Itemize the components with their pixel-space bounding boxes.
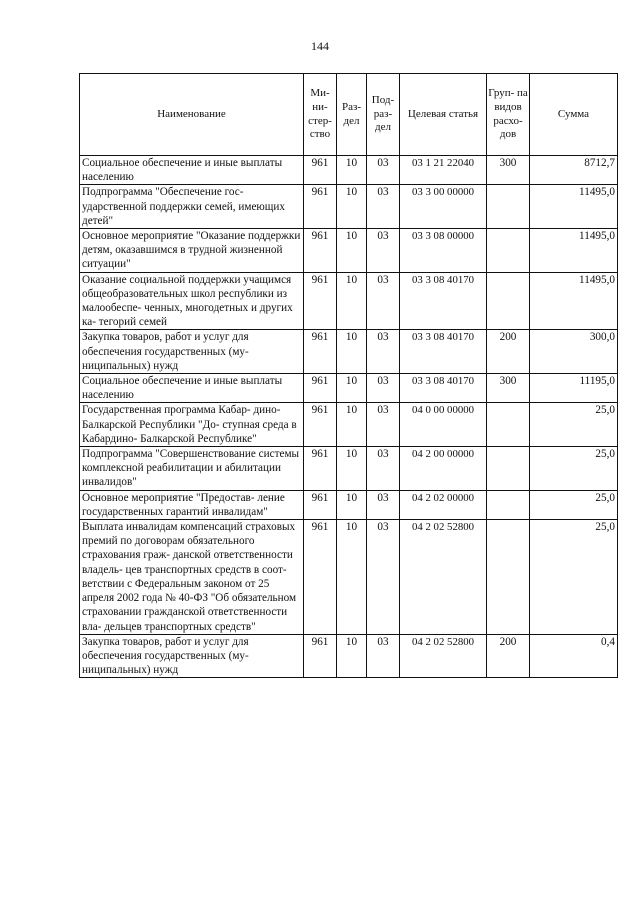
row-group [487, 403, 530, 447]
table-row [80, 520, 618, 635]
row-target: 04 2 02 00000 [400, 490, 487, 519]
row-name: Закупка товаров, работ и услуг для обеспечения государственных (му- ниципальных) нужд [80, 634, 304, 678]
row-subsection: 03 [367, 185, 400, 229]
table-row [80, 156, 618, 185]
row-sum: 300,0 [530, 330, 618, 374]
row-sum: 25,0 [530, 447, 618, 491]
header-name: Наименование [80, 74, 304, 156]
row-subsection: 03 [367, 156, 400, 185]
row-subsection: 03 [367, 447, 400, 491]
row-target: 03 3 08 40170 [400, 272, 487, 330]
table-row [80, 490, 618, 519]
budget-table [79, 73, 618, 678]
row-group [487, 185, 530, 229]
header-row [80, 74, 618, 156]
row-group: 300 [487, 156, 530, 185]
row-group [487, 229, 530, 273]
row-sum: 8712,7 [530, 156, 618, 185]
row-ministry: 961 [304, 272, 337, 330]
row-ministry: 961 [304, 330, 337, 374]
row-group: 200 [487, 330, 530, 374]
row-ministry: 961 [304, 185, 337, 229]
table-row [80, 272, 618, 330]
header-group: Груп- па видов расхо- дов [487, 74, 530, 156]
row-subsection: 03 [367, 330, 400, 374]
row-sum: 25,0 [530, 520, 618, 635]
row-name: Основное мероприятие "Предостав- ление государственных гарантий инвалидам" [80, 490, 304, 519]
row-group [487, 520, 530, 635]
row-subsection: 03 [367, 374, 400, 403]
row-sum: 11495,0 [530, 229, 618, 273]
header-target: Целевая статья [400, 74, 487, 156]
row-subsection: 03 [367, 272, 400, 330]
header-section: Раз- дел [337, 74, 367, 156]
table-row [80, 374, 618, 403]
row-target: 04 0 00 00000 [400, 403, 487, 447]
table-row [80, 330, 618, 374]
row-group: 300 [487, 374, 530, 403]
row-section: 10 [337, 330, 367, 374]
row-name: Социальное обеспечение и иные выплаты населению [80, 156, 304, 185]
row-name: Подпрограмма "Совершенствование системы комплексной реабилитации и абилитации инвалидов" [80, 447, 304, 491]
page-number: 144 [311, 39, 329, 53]
row-subsection: 03 [367, 520, 400, 635]
row-ministry: 961 [304, 490, 337, 519]
row-group [487, 272, 530, 330]
row-section: 10 [337, 520, 367, 635]
table-row [80, 447, 618, 491]
header-ministry: Ми- ни- стер- ство [304, 74, 337, 156]
row-group [487, 447, 530, 491]
row-ministry: 961 [304, 634, 337, 678]
row-target: 03 3 00 00000 [400, 185, 487, 229]
row-sum: 25,0 [530, 403, 618, 447]
row-section: 10 [337, 229, 367, 273]
row-target: 03 3 08 40170 [400, 374, 487, 403]
row-ministry: 961 [304, 229, 337, 273]
header-sum: Сумма [530, 74, 618, 156]
table-body [80, 156, 618, 678]
row-section: 10 [337, 447, 367, 491]
row-section: 10 [337, 374, 367, 403]
row-target: 04 2 02 52800 [400, 520, 487, 635]
row-name: Выплата инвалидам компенсаций страховых премий по договорам обязательного страхования граж- данской ответственности владель- цев транспортных средств в соот- ветствии с Федеральным законом от 25 апреля 2002 года № 40-ФЗ "Об обязательном страховании гражданской ответственности вла- дельцев транспортных средств" [80, 520, 304, 635]
row-target: 03 3 08 40170 [400, 330, 487, 374]
row-group: 200 [487, 634, 530, 678]
row-section: 10 [337, 272, 367, 330]
row-sum: 25,0 [530, 490, 618, 519]
row-section: 10 [337, 185, 367, 229]
row-name: Подпрограмма "Обеспечение гос- ударственной поддержки семей, имеющих детей" [80, 185, 304, 229]
row-target: 03 3 08 00000 [400, 229, 487, 273]
row-ministry: 961 [304, 403, 337, 447]
table-row [80, 403, 618, 447]
row-name: Государственная программа Кабар- дино-Балкарской Республики "До- ступная среда в Кабардино- Балкарской Республике" [80, 403, 304, 447]
row-section: 10 [337, 634, 367, 678]
row-target: 04 2 00 00000 [400, 447, 487, 491]
row-subsection: 03 [367, 403, 400, 447]
row-section: 10 [337, 403, 367, 447]
row-group [487, 490, 530, 519]
row-subsection: 03 [367, 490, 400, 519]
row-subsection: 03 [367, 634, 400, 678]
row-sum: 0,4 [530, 634, 618, 678]
row-name: Закупка товаров, работ и услуг для обеспечения государственных (му- ниципальных) нужд [80, 330, 304, 374]
row-sum: 11495,0 [530, 185, 618, 229]
row-name: Социальное обеспечение и иные выплаты населению [80, 374, 304, 403]
table-row [80, 185, 618, 229]
row-target: 04 2 02 52800 [400, 634, 487, 678]
row-target: 03 1 21 22040 [400, 156, 487, 185]
row-ministry: 961 [304, 156, 337, 185]
row-name: Основное мероприятие "Оказание поддержки детям, оказавшимся в трудной жизненной ситуации" [80, 229, 304, 273]
row-ministry: 961 [304, 520, 337, 635]
row-section: 10 [337, 156, 367, 185]
row-ministry: 961 [304, 374, 337, 403]
row-subsection: 03 [367, 229, 400, 273]
table-row [80, 229, 618, 273]
row-sum: 11495,0 [530, 272, 618, 330]
row-section: 10 [337, 490, 367, 519]
row-ministry: 961 [304, 447, 337, 491]
table-row [80, 634, 618, 678]
row-name: Оказание социальной поддержки учащимся общеобразовательных школ республики из малообеспе- ченных, многодетных и других ка- тегорий семей [80, 272, 304, 330]
row-sum: 11195,0 [530, 374, 618, 403]
header-subsection: Под- раз- дел [367, 74, 400, 156]
